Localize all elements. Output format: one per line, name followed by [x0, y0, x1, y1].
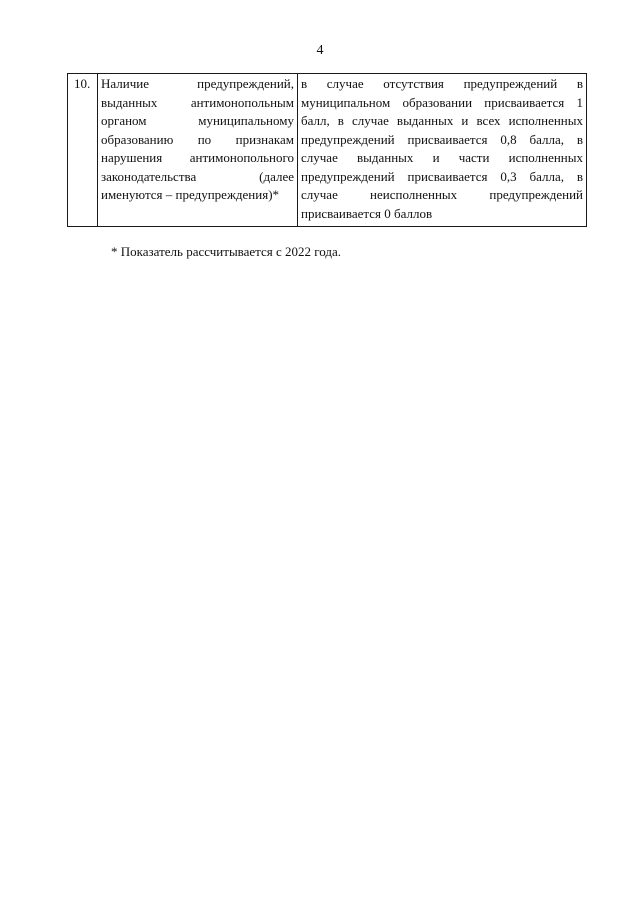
assessment-rule: в случае отсутствия предупреждений в муниципальном образовании присваивается 1 балл, в случае выданных и всех исполненных предупреждений присваивается 0,8 балла, в случае выданных и части исполненных предупреждений присваивается 0,3 балла, в случае неисполненных предупреждений присваивается 0 баллов	[298, 74, 587, 227]
footnote: * Показатель рассчитывается с 2022 года.	[111, 244, 342, 259]
indicator-name: Наличие предупреждений, выданных антимонопольным органом муниципальному образованию по признакам нарушения антимонопольного законодательства (далее именуются – предупреждения)*	[98, 74, 298, 227]
table-row	[68, 74, 587, 227]
page-number: 4	[316, 43, 324, 58]
row-number: 10.	[68, 74, 98, 227]
indicator-table	[67, 73, 587, 227]
